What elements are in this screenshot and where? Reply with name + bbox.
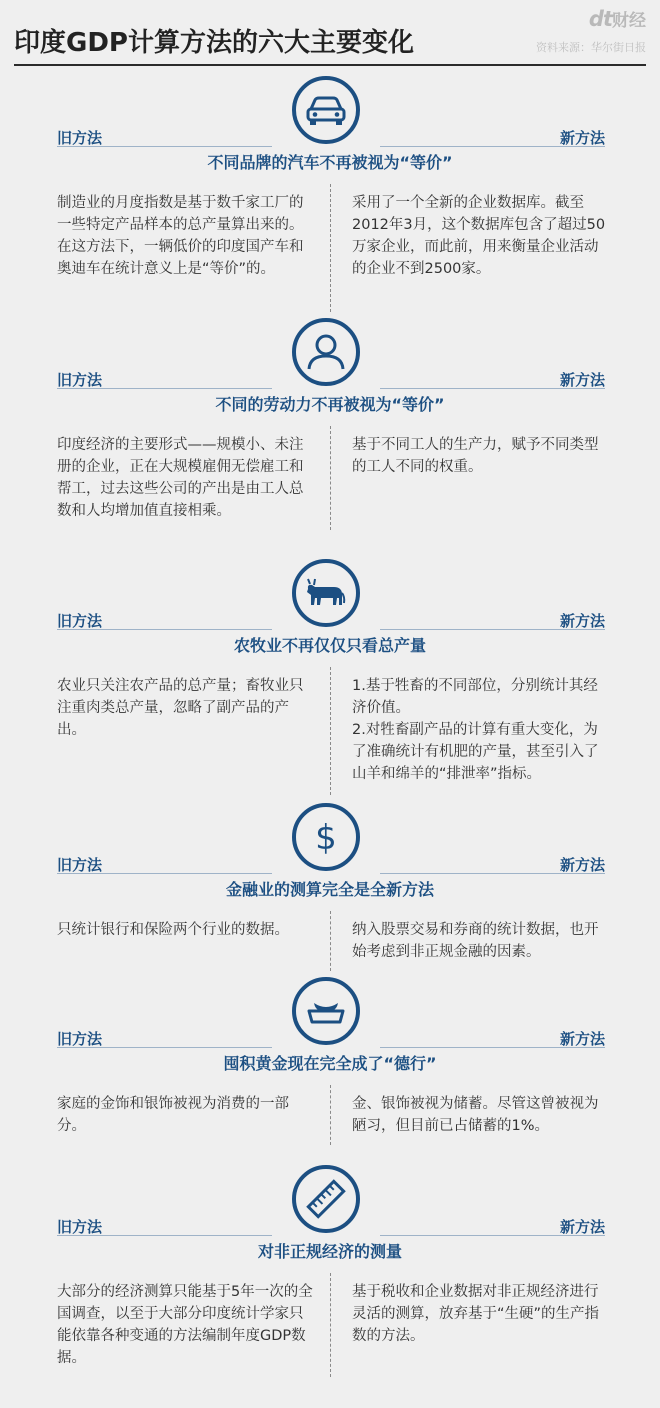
logo-text: 财经 <box>612 11 646 31</box>
old-method-label: 旧方法 <box>57 856 103 874</box>
new-method-text: 纳入股票交易和券商的统计数据，也开始考虑到非正规金融的因素。 <box>352 922 599 960</box>
logo-mark: dt <box>588 7 612 31</box>
svg-text:$: $ <box>315 818 337 858</box>
section-title: 囤积黄金现在完全成了“德行” <box>223 1054 437 1073</box>
column-divider <box>330 1085 331 1145</box>
section-title: 不同的劳动力不再被视为“等价” <box>215 395 445 414</box>
header-divider <box>14 64 646 66</box>
section-title: 金融业的测算完全是全新方法 <box>225 880 434 899</box>
old-method-label: 旧方法 <box>57 1218 103 1236</box>
section-title: 农牧业不再仅仅只看总产量 <box>233 636 426 655</box>
person-icon <box>292 318 360 386</box>
new-method-text <box>352 675 608 785</box>
ruler-icon <box>292 1165 360 1233</box>
new-method-text: 采用了一个全新的企业数据库。截至2012年3月，这个数据库包含了超过50万家企业，而此前，用来衡量企业活动的企业不到2500家。 <box>352 195 606 277</box>
cow-icon <box>292 559 360 627</box>
old-method-label: 旧方法 <box>57 129 103 147</box>
source-note: 资料来源：华尔街日报 <box>536 41 646 54</box>
logo <box>589 6 646 31</box>
column-divider <box>330 1273 331 1377</box>
column-divider <box>330 426 331 530</box>
old-method-label: 旧方法 <box>57 1030 103 1048</box>
old-method-text: 农业只关注农产品的总产量；畜牧业只注重肉类总产量，忽略了副产品的产出。 <box>57 678 304 738</box>
old-method-text: 家庭的金饰和银饰被视为消费的一部分。 <box>57 1096 289 1134</box>
gold-ingot-icon <box>292 977 360 1045</box>
dollar-icon <box>292 803 360 871</box>
old-method-text: 印度经济的主要形式——规模小、未注册的企业，正在大规模雇佣无偿雇工和帮工，过去这些公司的产出是由工人总数和人均增加值直接相乘。 <box>57 437 304 519</box>
car-icon <box>292 76 360 144</box>
section-title: 不同品牌的汽车不再被视为“等价” <box>207 153 453 172</box>
new-method-label: 新方法 <box>559 856 605 874</box>
page-title: 印度GDP计算方法的六大主要变化 <box>14 28 414 58</box>
new-method-point: 2.对牲畜副产品的计算有重大变化，为了准确统计有机肥的产量，甚至引入了山羊和绵羊的“排泄率”指标。 <box>352 722 599 782</box>
column-divider <box>330 911 331 971</box>
old-method-label: 旧方法 <box>57 371 103 389</box>
old-method-label: 旧方法 <box>57 612 103 630</box>
old-method-text: 制造业的月度指数是基于数千家工厂的一些特定产品样本的总产量算出来的。在这方法下，一辆低价的印度国产车和奥迪车在统计意义上是“等价”的。 <box>57 195 304 277</box>
old-method-text: 只统计银行和保险两个行业的数据。 <box>57 922 289 938</box>
new-method-label: 新方法 <box>559 1218 605 1236</box>
column-divider <box>330 667 331 795</box>
section-title: 对非正规经济的测量 <box>257 1242 402 1261</box>
new-method-label: 新方法 <box>559 612 605 630</box>
new-method-text: 金、银饰被视为储蓄。尽管这曾被视为陋习，但目前已占储蓄的1%。 <box>352 1096 599 1134</box>
old-method-text: 大部分的经济测算只能基于5年一次的全国调查，以至于大部分印度统计学家只能依靠各种变通的方法编制年度GDP数据。 <box>57 1284 313 1366</box>
new-method-label: 新方法 <box>559 129 605 147</box>
header <box>0 0 660 64</box>
new-method-point: 1.基于牲畜的不同部位，分别统计其经济价值。 <box>352 678 598 716</box>
new-method-label: 新方法 <box>559 371 605 389</box>
column-divider <box>330 184 331 312</box>
new-method-label: 新方法 <box>559 1030 605 1048</box>
new-method-text: 基于税收和企业数据对非正规经济进行灵活的测算，放弃基于“生硬”的生产指数的方法。 <box>352 1284 600 1344</box>
new-method-text: 基于不同工人的生产力，赋予不同类型的工人不同的权重。 <box>352 437 599 475</box>
